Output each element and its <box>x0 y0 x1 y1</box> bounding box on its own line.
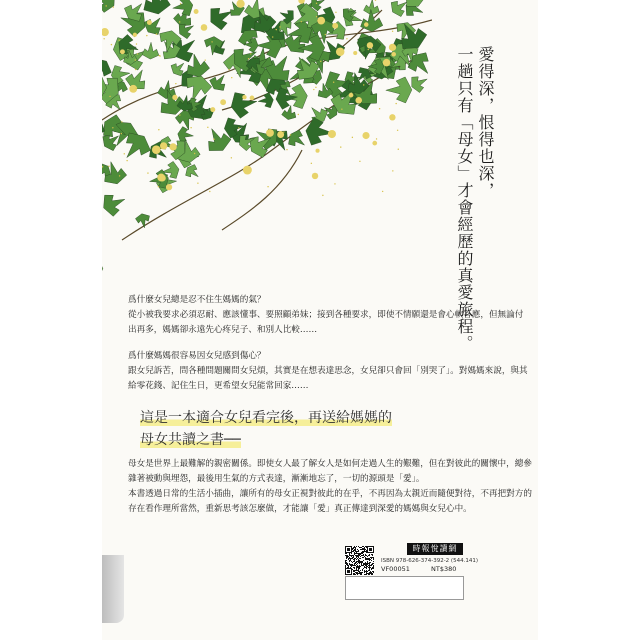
isbn-text: ISBN 978-626-374-392-2 (544.141) <box>381 558 478 564</box>
qr-code-icon <box>345 546 374 575</box>
pollen-dot <box>283 131 284 132</box>
barcode-sticker-box <box>345 576 464 600</box>
pollen-dot <box>112 127 113 128</box>
ivy-flower <box>166 184 172 190</box>
ivy-leaf <box>257 92 274 109</box>
ivy-flower <box>355 97 362 104</box>
pollen-dot <box>298 114 299 115</box>
ivy-flower <box>172 95 177 100</box>
ivy-flower <box>362 132 369 139</box>
ivy-flower <box>243 166 252 175</box>
pollen-dot <box>105 5 106 6</box>
ivy-flower <box>383 59 391 67</box>
ivy-leaf <box>228 88 259 119</box>
pollen-dot <box>315 87 316 88</box>
pollen-dot <box>322 195 323 196</box>
pollen-dot <box>395 103 396 104</box>
pollen-dot <box>272 36 273 37</box>
pollen-dot <box>359 161 360 162</box>
pollen-dot <box>375 0 376 1</box>
ivy-flower <box>159 175 166 182</box>
ivy-leaf <box>206 1 238 33</box>
pollen-dot <box>108 166 109 167</box>
pollen-dot <box>325 34 326 35</box>
pollen-dot <box>334 183 335 184</box>
pollen-dot <box>118 39 119 40</box>
pollen-dot <box>311 163 312 164</box>
ivy-flower <box>389 114 395 120</box>
ivy-flower <box>389 44 396 51</box>
ivy-stem <box>222 150 302 230</box>
pollen-dot <box>231 157 232 158</box>
pollen-dot <box>135 69 136 70</box>
ivy-flower <box>312 173 318 179</box>
pollen-dot <box>379 108 380 109</box>
pollen-dot <box>121 121 122 122</box>
ivy-flower <box>328 130 336 138</box>
ivy-flower <box>133 33 137 37</box>
ivy-flower <box>353 51 357 55</box>
ivy-leaf <box>207 70 231 94</box>
pollen-dot <box>180 3 181 4</box>
pollen-dot <box>382 191 383 192</box>
ivy-leaves-illustration <box>102 0 432 280</box>
ivy-flower <box>316 149 320 153</box>
pollen-dot <box>392 170 393 171</box>
pollen-dot <box>250 53 251 54</box>
ivy-flower <box>332 23 338 29</box>
pollen-dot <box>159 55 160 56</box>
pollen-dot <box>248 58 249 59</box>
pollen-dot <box>113 6 114 7</box>
pollen-dot <box>335 12 336 13</box>
ivy-flower <box>250 96 255 101</box>
ivy-flower <box>194 9 199 14</box>
question-body-1: 從小被我要求必須忍耐、應該懂事、要照顧弟妹；接到各種要求，即使不情願還是會心軟答應，但無論付出再多，媽媽卻永遠先心疼兒子、和別人比較…… <box>128 310 524 335</box>
pollen-dot <box>363 84 364 85</box>
pollen-dot <box>397 130 398 131</box>
main-paragraph-1: 母女是世界上最難解的親密關係。即使女人最了解女人是如何走過人生的艱難，但在對彼此的關懷中，總參雜著被動與埋怨，最後用生氣的方式表達，漸漸地忘了，一切的源頭是「愛」。 <box>128 459 532 484</box>
pollen-dot <box>179 21 180 22</box>
publisher-logo: 時報悅讀網 <box>407 543 463 555</box>
pollen-dot <box>333 81 334 82</box>
pollen-dot <box>301 21 302 22</box>
pollen-dot <box>392 31 393 32</box>
ivy-flower <box>220 99 226 105</box>
pollen-dot <box>368 49 369 50</box>
tagline-line-2: 一趟只有「母女」才會經歷的真愛旅程。 <box>455 46 474 352</box>
ivy-flower <box>364 22 369 27</box>
pollen-dot <box>135 59 136 60</box>
ivy-flower <box>152 145 161 154</box>
pollen-dot <box>340 146 341 147</box>
pollen-dot <box>147 172 148 173</box>
ivy-flower <box>147 20 152 25</box>
ivy-flower <box>391 52 396 57</box>
pollen-dot <box>190 127 191 128</box>
pollen-dot <box>313 89 314 90</box>
pollen-dot <box>179 114 180 115</box>
pollen-dot <box>119 175 120 176</box>
pollen-dot <box>231 77 232 78</box>
book-spine-shadow <box>102 555 124 623</box>
pollen-dot <box>213 139 214 140</box>
pollen-dot <box>316 3 317 4</box>
pollen-dot <box>376 138 377 139</box>
ivy-flower <box>349 93 354 98</box>
ivy-leaf <box>102 0 119 15</box>
main-description <box>128 457 532 517</box>
ivy-flower <box>102 28 109 36</box>
question-block-1 <box>128 293 530 338</box>
ivy-leaf <box>102 255 103 280</box>
ivy-flower <box>277 131 284 138</box>
ivy-flower <box>201 24 208 31</box>
pollen-dot <box>286 149 287 150</box>
pollen-dot <box>175 83 176 84</box>
pollen-dot <box>279 26 280 27</box>
heading-line-1: 這是一本適合女兒看完後，再送給媽媽的 <box>140 410 392 426</box>
pollen-dot <box>320 61 321 62</box>
ivy-flower <box>236 0 244 8</box>
ivy-leaf <box>142 42 160 60</box>
ivy-flower <box>317 17 325 25</box>
pollen-dot <box>267 186 268 187</box>
pollen-dot <box>238 127 239 128</box>
ivy-flower <box>372 141 377 146</box>
pollen-dot <box>207 127 208 128</box>
pollen-dot <box>126 160 127 161</box>
pollen-dot <box>121 133 122 134</box>
ivy-leaf <box>102 189 129 219</box>
ivy-flower <box>266 129 274 137</box>
pollen-dot <box>111 44 112 45</box>
pollen-dot <box>137 53 138 54</box>
pollen-dot <box>398 149 399 150</box>
pollen-dot <box>158 186 159 187</box>
ivy-flower <box>169 143 176 150</box>
pollen-dot <box>205 59 206 60</box>
question-block-2 <box>128 349 530 394</box>
pollen-dot <box>197 182 198 183</box>
pollen-dot <box>352 137 353 138</box>
pollen-dot <box>136 43 137 44</box>
pollen-dot <box>341 108 342 109</box>
pollen-dot <box>124 153 125 154</box>
tagline-line-1: 愛得深，恨得也深， <box>476 46 495 199</box>
ivy-flower <box>160 142 167 149</box>
pollen-dot <box>276 29 277 30</box>
pollen-dot <box>109 96 110 97</box>
pollen-dot <box>316 16 317 17</box>
pollen-dot <box>158 129 159 130</box>
pollen-dot <box>290 134 291 135</box>
pollen-dot <box>103 38 104 39</box>
question-title-2: 爲什麼媽媽很容易因女兒感到傷心？ <box>128 351 266 361</box>
product-code: VF00051 <box>381 565 410 573</box>
heading-line-2: 母女共讀之書── <box>140 432 241 448</box>
pollen-dot <box>209 191 210 192</box>
pollen-dot <box>228 69 229 70</box>
ivy-flower <box>336 47 345 56</box>
pollen-dot <box>194 153 195 154</box>
pollen-dot <box>136 88 137 89</box>
pollen-dot <box>156 33 157 34</box>
ivy-leaf <box>386 77 412 103</box>
question-title-1: 爲什麼女兒總是忍不住生媽媽的氣？ <box>128 295 266 305</box>
ivy-flower <box>210 107 215 112</box>
ivy-leaf <box>140 0 172 17</box>
pollen-dot <box>346 38 347 39</box>
pollen-dot <box>146 35 147 36</box>
ivy-flower <box>367 42 373 48</box>
pollen-dot <box>211 41 212 42</box>
ivy-flower <box>120 49 125 54</box>
question-body-2: 跟女兒訴苦，問各種問題關問女兒煩，其實是在想表達思念，女兒卻只會回「別哭了」。對媽媽來說，與其給零花錢、記住生日，更希望女兒能常回家…… <box>128 366 528 391</box>
section-heading <box>140 407 392 451</box>
price-label: NT$380 <box>431 565 457 573</box>
ivy-flower <box>242 95 246 99</box>
main-paragraph-2: 本書透過日常的生活小插曲，讓所有的母女正視對彼此的在乎，不再因為太親近而隨便對待，不再把對方的存在看作理所當然，重新思考該怎麼做，才能讓「愛」真正傳達到深愛的媽媽與女兒心中。 <box>128 489 532 514</box>
